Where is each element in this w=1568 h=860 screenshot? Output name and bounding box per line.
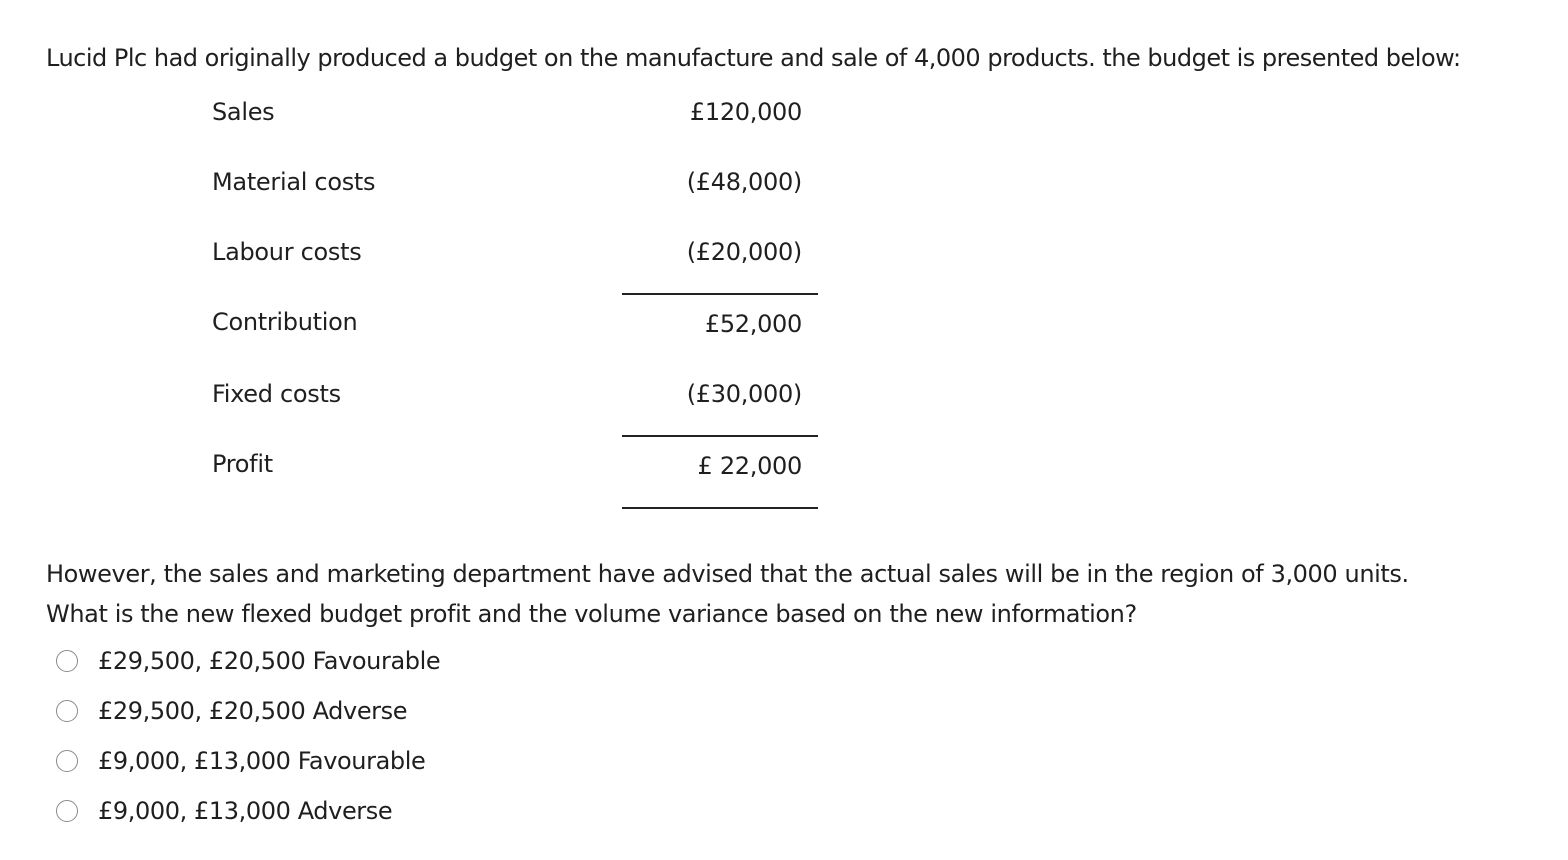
budget-row-label-material-costs: Material costs: [212, 168, 376, 196]
answer-option[interactable]: [56, 744, 425, 778]
budget-row-value-profit: £ 22,000: [697, 452, 802, 480]
radio-button[interactable]: [56, 800, 78, 822]
budget-row-label-profit: Profit: [212, 450, 273, 478]
answer-option-label: £9,000, £13,000 Favourable: [98, 747, 426, 775]
total-rule: [622, 507, 818, 509]
budget-row-label-sales: Sales: [212, 98, 275, 126]
question-intro: Lucid Plc had originally produced a budget on the manufacture and sale of 4,000 products. the budget is presented below:: [46, 44, 1461, 72]
question-text-line-1: However, the sales and marketing department have advised that the actual sales will be in the region of 3,000 units.: [46, 560, 1409, 588]
budget-row-value-sales: £120,000: [689, 98, 802, 126]
budget-row-value-contribution: £52,000: [704, 310, 802, 338]
subtotal-rule: [622, 435, 818, 437]
budget-row-label-contribution: Contribution: [212, 308, 358, 336]
budget-row-label-fixed-costs: Fixed costs: [212, 380, 341, 408]
budget-row-value-material-costs: (£48,000): [686, 168, 802, 196]
answer-option[interactable]: [56, 694, 407, 728]
answer-option-label: £9,000, £13,000 Adverse: [98, 797, 393, 825]
budget-row-value-fixed-costs: (£30,000): [686, 380, 802, 408]
radio-button[interactable]: [56, 750, 78, 772]
budget-row-value-labour-costs: (£20,000): [686, 238, 802, 266]
answer-option-label: £29,500, £20,500 Adverse: [98, 697, 408, 725]
answer-option-label: £29,500, £20,500 Favourable: [98, 647, 441, 675]
answer-option[interactable]: [56, 794, 392, 828]
question-text-line-2: What is the new flexed budget profit and the volume variance based on the new information?: [46, 600, 1137, 628]
radio-button[interactable]: [56, 700, 78, 722]
budget-row-label-labour-costs: Labour costs: [212, 238, 362, 266]
answer-option[interactable]: [56, 644, 440, 678]
radio-button[interactable]: [56, 650, 78, 672]
subtotal-rule: [622, 293, 818, 295]
